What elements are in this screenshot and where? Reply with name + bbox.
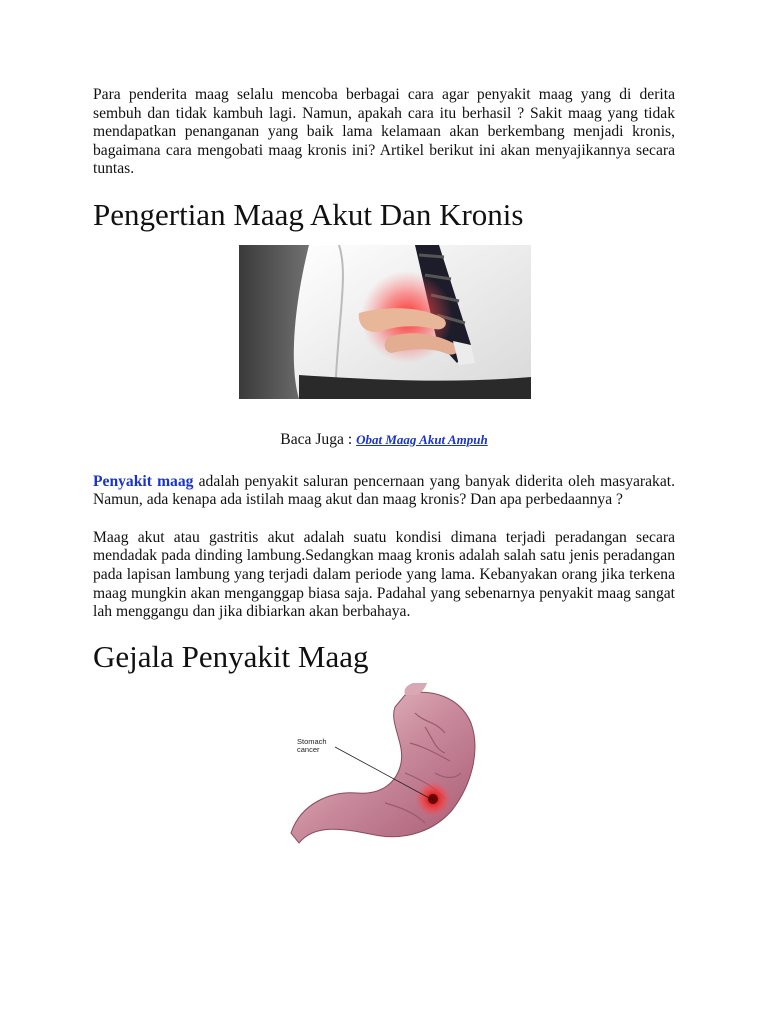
paragraph-penyakit-maag-text: adalah penyakit saluran pencernaan yang banyak diderita oleh masyarakat. Namun, ada kenapa ada istilah maag akut dan maag kronis? Dan apa perbedaannya ?: [93, 472, 675, 509]
intro-paragraph: Para penderita maag selalu mencoba berbagai cara agar penyakit maag yang di derita sembuh dan tidak kambuh lagi. Namun, apakah cara itu berhasil ? Sakit maag yang tidak mendapatkan penanganan yang baik lama kelamaan akan berkembang menjadi kronis, bagaimana cara mengobati maag kronis ini? Artikel berikut ini akan menyajikannya secara tuntas.: [93, 86, 675, 178]
keyword-penyakit-maag[interactable]: Penyakit maag: [93, 472, 194, 490]
stomach-illustration-icon: [285, 683, 485, 857]
baca-juga-label: Baca Juga :: [280, 430, 357, 448]
stomach-anatomy-illustration: [285, 683, 485, 857]
paragraph-penyakit-maag: [93, 473, 675, 510]
baca-juga-link[interactable]: Obat Maag Akut Ampuh: [356, 431, 488, 447]
heading-pengertian: Pengertian Maag Akut Dan Kronis: [93, 196, 524, 232]
document-page: [93, 86, 675, 857]
paragraph-maag-akut: Maag akut atau gastritis akut adalah suatu kondisi dimana terjadi peradangan secara mendadak pada dinding lambung.Sedangkan maag kronis adalah salah satu jenis peradangan pada lapisan lambung yang terjadi dalam periode yang lama. Kebanyakan orang jika terkena maag mungkin akan menganggap biasa saja. Padahal yang sebenarnya penyakit maag sangat lah menggangu dan jika dibiarkan akan berbahaya.: [93, 528, 675, 621]
heading-gejala: Gejala Penyakit Maag: [93, 638, 369, 674]
stomach-label-line1: Stomach: [297, 736, 327, 746]
stomach-pain-photo: [239, 245, 531, 399]
stomach-pain-photo-icon: [239, 245, 531, 399]
baca-juga-line: [93, 431, 675, 450]
stomach-label-line2: cancer: [297, 744, 320, 754]
